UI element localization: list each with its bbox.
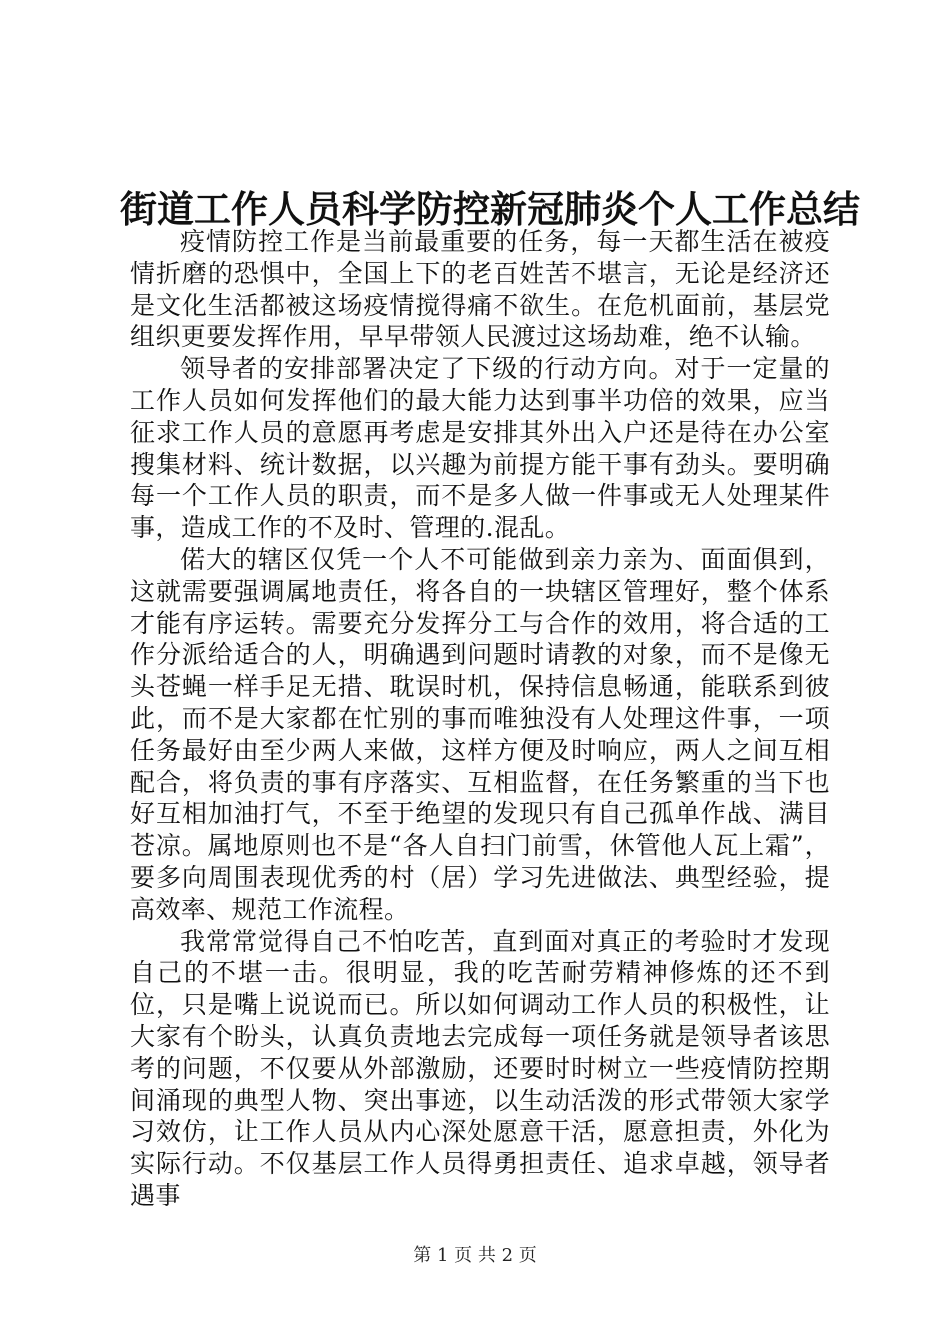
paragraph-4: 我常常觉得自己不怕吃苦，直到面对真正的考验时才发现自己的不堪一击。很明显，我的吃苦耐劳精神修炼的还不到位，只是嘴上说说而已。所以如何调动工作人员的积极性，让大家有个盼头，认真负责地去完成每一项任务就是领导者该思考的问题，不仅要从外部激励，还要时时树立一些疫情防控期间涌现的典型人物、突出事迹，以生动活泼的形式带领大家学习效仿，让工作人员从内心深处愿意干活，愿意担责，外化为实际行动。不仅基层工作人员得勇担责任、追求卓越，领导者遇事 bbox=[130, 926, 830, 1210]
document-title: 街道工作人员科学防控新冠肺炎个人工作总结 bbox=[120, 187, 860, 231]
page-number-footer: 第 1 页 共 2 页 bbox=[413, 1245, 537, 1266]
paragraph-3: 偌大的辖区仅凭一个人不可能做到亲力亲为、面面俱到，这就需要强调属地责任，将各自的一块辖区管理好，整个体系才能有序运转。需要充分发挥分工与合作的效用，将合适的工作分派给适合的人，明确遇到问题时请教的对象，而不是像无头苍蝇一样手足无措、耽误时机，保持信息畅通，能联系到彼此，而不是大家都在忙别的事而唯独没有人处理这件事，一项任务最好由至少两人来做，这样方便及时响应，两人之间互相配合，将负责的事有序落实、互相监督，在任务繁重的当下也好互相加油打气，不至于绝望的发现只有自己孤单作战、满目苍凉。属地原则也不是“各人自扫门前雪，休管他人瓦上霜”，要多向周围表现优秀的村（居）学习先进做法、典型经验，提高效率、规范工作流程。 bbox=[130, 544, 830, 924]
paragraph-2: 领导者的安排部署决定了下级的行动方向。对于一定量的工作人员如何发挥他们的最大能力达到事半功倍的效果，应当征求工作人员的意愿再考虑是安排其外出入户还是待在办公室搜集材料、统计数据，以兴趣为前提方能干事有劲头。要明确每一个工作人员的职责，而不是多人做一件事或无人处理某件事，造成工作的不及时、管理的.混乱。 bbox=[130, 354, 830, 543]
document-body bbox=[130, 226, 830, 1212]
paragraph-1: 疫情防控工作是当前最重要的任务，每一天都生活在被疫情折磨的恐惧中，全国上下的老百姓苦不堪言，无论是经济还是文化生活都被这场疫情搅得痛不欲生。在危机面前，基层党组织更要发挥作用，早早带领人民渡过这场劫难，绝不认输。 bbox=[130, 227, 830, 352]
